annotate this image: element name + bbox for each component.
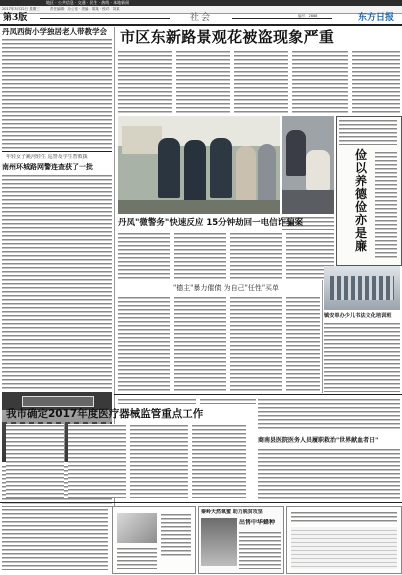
ad1-title: 秦岭天然氧蜜 助力脱贫攻坚 xyxy=(201,509,263,515)
slogan-body-col4 xyxy=(286,296,320,392)
right-mid-body xyxy=(324,322,400,392)
main-body-col2 xyxy=(176,50,230,114)
main-body-col4 xyxy=(292,50,348,114)
page-number: 第3版 xyxy=(3,13,28,23)
ad-left xyxy=(112,506,196,574)
bottom-headline: 我市确定2017年度医疗器械监管重点工作 xyxy=(6,408,204,420)
ad-right xyxy=(286,506,402,574)
ad-middle xyxy=(198,506,284,574)
bottom-body-col1 xyxy=(118,398,196,404)
bottom-body-col2 xyxy=(200,398,256,404)
masthead-nav: 地区 · 公共信息 · 交通 · 民生 · 热线 · 本地新闻 xyxy=(46,0,130,5)
masthead-date: 2017年3月22日 星期三 xyxy=(2,7,40,11)
paper-number: 编号：2888 xyxy=(298,14,318,18)
left-bottom-ad-text xyxy=(2,508,108,570)
masthead-editors: 责任编辑：办公室 · 美编：胡某 · 校对：刘某 xyxy=(50,7,120,11)
slogan-body-col1 xyxy=(118,296,170,392)
slogan-body-col3 xyxy=(230,296,282,392)
main-body-col5 xyxy=(352,50,400,114)
class-photo xyxy=(324,266,400,310)
bottom-lower-col2 xyxy=(68,424,126,498)
left-top-body xyxy=(2,38,112,150)
slogan-band: "德主"暴力催债 为自己"任性"买单 xyxy=(172,284,280,292)
calligraphy-box xyxy=(336,116,402,266)
main-headline: 市区东新路景观花被盗现象严重 xyxy=(120,28,335,46)
section-label: 社会 xyxy=(189,13,212,23)
mid-headline: 丹凤"微警务"快速反应 15分钟劫回一电信诈骗案 xyxy=(118,218,304,228)
meeting-photo xyxy=(282,116,334,214)
bottom-right-body-top xyxy=(258,398,400,430)
bottom-lower-col1 xyxy=(6,424,64,498)
main-body-col1 xyxy=(118,50,172,114)
police-photo xyxy=(118,116,280,214)
paper-name: 东方日报 xyxy=(358,13,395,23)
bottom-right-body xyxy=(258,448,400,500)
bottom-lower-col3 xyxy=(130,424,188,498)
mid-body-col2 xyxy=(174,232,226,280)
mid-body-col1 xyxy=(118,232,170,280)
calligraphy-text: 俭以养德 俭亦是廉 xyxy=(355,148,368,253)
left-mid-headline: 南州环城路网警连查获了一批 xyxy=(2,163,93,171)
bottom-lower-col4 xyxy=(192,424,246,498)
left-mid-body xyxy=(2,174,112,390)
main-body-col3 xyxy=(234,50,288,114)
bottom-right-headline: 商南县医院医务人员履职救治"世界献血者日" xyxy=(258,437,379,444)
ad2-title: 出售中华蜂种 xyxy=(239,519,276,526)
left-mid-kicker: 年轻女子跳河轻生 巡警及学生智救援 xyxy=(6,154,88,160)
left-top-headline: 丹凤西街小学独居老人带教学会 xyxy=(2,27,107,36)
slogan-body-col2 xyxy=(174,296,226,392)
mid-body-col3 xyxy=(230,232,282,280)
right-mid-headline: 镇安单办少儿书法文化培训班 xyxy=(324,313,392,319)
